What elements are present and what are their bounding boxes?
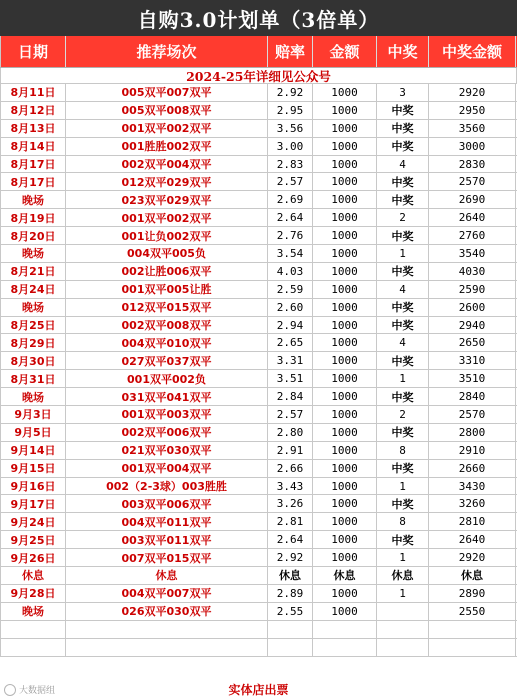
row-odds: 3.54: [268, 245, 313, 262]
row-win-amount: 2830: [429, 156, 516, 173]
row-amount: 1000: [313, 442, 377, 459]
row-odds: 2.80: [268, 424, 313, 441]
table-row: [0, 84, 517, 102]
table-row: [0, 191, 517, 209]
row-amount: 1000: [313, 478, 377, 495]
row-odds: 2.65: [268, 334, 313, 351]
row-date: 8月13日: [0, 120, 66, 137]
page-title: 自购3.0计划单（3倍单）: [0, 0, 517, 36]
header-win: 中奖: [377, 36, 429, 67]
row-win: 2: [377, 406, 429, 423]
row-amount: 1000: [313, 209, 377, 226]
row-win: 中奖: [377, 299, 429, 316]
row-date: 8月17日: [0, 156, 66, 173]
row-win: 中奖: [377, 388, 429, 405]
row-win: [377, 603, 429, 620]
row-win-amount: 2640: [429, 531, 516, 548]
row-amount: 1000: [313, 424, 377, 441]
row-amount: 1000: [313, 603, 377, 620]
row-win: 中奖: [377, 352, 429, 369]
row-match: 004双平010双平: [66, 334, 268, 351]
row-date: 休息: [0, 567, 66, 584]
row-date: 8月12日: [0, 102, 66, 119]
row-date: 晚场: [0, 191, 66, 208]
row-odds: 2.66: [268, 460, 313, 477]
table-row: [0, 173, 517, 191]
row-date: 9月16日: [0, 478, 66, 495]
row-win: 中奖: [377, 531, 429, 548]
header-win-amount: 中奖金额: [429, 36, 516, 67]
row-match: 003双平006双平: [66, 495, 268, 512]
row-odds: 2.83: [268, 156, 313, 173]
table-row: [0, 227, 517, 245]
table-row: [0, 567, 517, 585]
row-match: 012双平015双平: [66, 299, 268, 316]
row-amount: 1000: [313, 299, 377, 316]
row-win-amount: 2800: [429, 424, 516, 441]
row-win: 1: [377, 549, 429, 566]
row-win-amount: 2600: [429, 299, 516, 316]
row-date: 8月30日: [0, 352, 66, 369]
row-date: 晚场: [0, 603, 66, 620]
row-win-amount: 3430: [429, 478, 516, 495]
row-date: 9月14日: [0, 442, 66, 459]
table-row: [0, 120, 517, 138]
row-win: 中奖: [377, 317, 429, 334]
row-win: 3: [377, 84, 429, 101]
footer-note: 实体店出票: [228, 683, 289, 697]
row-date: 8月31日: [0, 370, 66, 387]
row-match: 004双平007双平: [66, 585, 268, 602]
row-win-amount: 2570: [429, 406, 516, 423]
row-win-amount: 2890: [429, 585, 516, 602]
row-win: 8: [377, 442, 429, 459]
row-odds: 2.64: [268, 209, 313, 226]
table-body: [0, 84, 517, 621]
table-row: [0, 370, 517, 388]
row-win-amount: 4030: [429, 263, 516, 280]
row-odds: 2.57: [268, 173, 313, 190]
row-date: 9月28日: [0, 585, 66, 602]
row-win-amount: 2550: [429, 603, 516, 620]
row-match: 002（2-3球）003胜胜: [66, 478, 268, 495]
row-match: 021双平030双平: [66, 442, 268, 459]
row-win-amount: 3000: [429, 138, 516, 155]
row-odds: 3.51: [268, 370, 313, 387]
row-match: 003双平011双平: [66, 531, 268, 548]
row-date: 9月15日: [0, 460, 66, 477]
row-amount: 1000: [313, 531, 377, 548]
row-win: 4: [377, 334, 429, 351]
row-win: 8: [377, 513, 429, 530]
row-match: 001双平002双平: [66, 209, 268, 226]
row-win: 2: [377, 209, 429, 226]
row-odds: 2.91: [268, 442, 313, 459]
row-win: 中奖: [377, 138, 429, 155]
row-date: 9月25日: [0, 531, 66, 548]
row-match: 001双平002双平: [66, 120, 268, 137]
row-amount: 休息: [313, 567, 377, 584]
plan-table: [0, 36, 517, 657]
row-win-amount: 2940: [429, 317, 516, 334]
row-odds: 4.03: [268, 263, 313, 280]
row-amount: 1000: [313, 173, 377, 190]
table-row: [0, 513, 517, 531]
table-row: [0, 281, 517, 299]
empty-row: [0, 639, 517, 657]
table-row: [0, 603, 517, 621]
row-match: 026双平030双平: [66, 603, 268, 620]
row-date: 8月19日: [0, 209, 66, 226]
row-amount: 1000: [313, 138, 377, 155]
row-amount: 1000: [313, 317, 377, 334]
table-subheader-row: [0, 68, 517, 84]
table-row: [0, 352, 517, 370]
row-match: 001双平002负: [66, 370, 268, 387]
row-amount: 1000: [313, 84, 377, 101]
row-win-amount: 2760: [429, 227, 516, 244]
row-win: 4: [377, 281, 429, 298]
row-win-amount: 2920: [429, 549, 516, 566]
row-date: 晚场: [0, 245, 66, 262]
row-win: 中奖: [377, 120, 429, 137]
table-row: [0, 209, 517, 227]
row-amount: 1000: [313, 156, 377, 173]
table-row: [0, 317, 517, 335]
row-odds: 2.92: [268, 84, 313, 101]
row-date: 9月3日: [0, 406, 66, 423]
table-row: [0, 531, 517, 549]
row-amount: 1000: [313, 388, 377, 405]
row-odds: 2.64: [268, 531, 313, 548]
row-match: 002双平006双平: [66, 424, 268, 441]
row-win-amount: 2640: [429, 209, 516, 226]
row-win-amount: 2840: [429, 388, 516, 405]
row-win-amount: 2690: [429, 191, 516, 208]
table-row: [0, 442, 517, 460]
row-amount: 1000: [313, 406, 377, 423]
row-win-amount: 3510: [429, 370, 516, 387]
row-win: 休息: [377, 567, 429, 584]
row-match: 002让胜006双平: [66, 263, 268, 280]
table-row: [0, 495, 517, 513]
row-match: 005双平008双平: [66, 102, 268, 119]
row-win: 中奖: [377, 102, 429, 119]
row-odds: 2.84: [268, 388, 313, 405]
row-win: 中奖: [377, 460, 429, 477]
row-amount: 1000: [313, 245, 377, 262]
row-odds: 2.94: [268, 317, 313, 334]
row-match: 004双平005负: [66, 245, 268, 262]
row-win-amount: 2570: [429, 173, 516, 190]
subheader-note: 2024-25年详细见公众号: [0, 68, 517, 83]
row-odds: 2.59: [268, 281, 313, 298]
row-date: 9月26日: [0, 549, 66, 566]
row-amount: 1000: [313, 370, 377, 387]
table-row: [0, 549, 517, 567]
row-odds: 2.69: [268, 191, 313, 208]
row-win: 中奖: [377, 191, 429, 208]
row-amount: 1000: [313, 460, 377, 477]
table-row: [0, 406, 517, 424]
row-date: 晚场: [0, 388, 66, 405]
table-row: [0, 299, 517, 317]
row-win-amount: 2910: [429, 442, 516, 459]
row-odds: 休息: [268, 567, 313, 584]
row-amount: 1000: [313, 102, 377, 119]
header-date: 日期: [0, 36, 66, 67]
row-odds: 2.57: [268, 406, 313, 423]
row-match: 007双平015双平: [66, 549, 268, 566]
row-match: 031双平041双平: [66, 388, 268, 405]
row-amount: 1000: [313, 513, 377, 530]
row-amount: 1000: [313, 495, 377, 512]
header-amount: 金额: [313, 36, 377, 67]
row-win-amount: 2950: [429, 102, 516, 119]
row-match: 027双平037双平: [66, 352, 268, 369]
row-match: 休息: [66, 567, 268, 584]
watermark-text: 大数据组: [19, 686, 56, 696]
row-win-amount: 3260: [429, 495, 516, 512]
table-row: [0, 478, 517, 496]
table-row: [0, 263, 517, 281]
row-date: 9月17日: [0, 495, 66, 512]
row-win-amount: 3310: [429, 352, 516, 369]
row-amount: 1000: [313, 191, 377, 208]
row-odds: 2.92: [268, 549, 313, 566]
row-win-amount: 2650: [429, 334, 516, 351]
row-date: 晚场: [0, 299, 66, 316]
row-date: 9月5日: [0, 424, 66, 441]
table-row: [0, 424, 517, 442]
row-match: 004双平011双平: [66, 513, 268, 530]
row-odds: 2.60: [268, 299, 313, 316]
header-match: 推荐场次: [66, 36, 268, 67]
row-win: 中奖: [377, 263, 429, 280]
row-match: 002双平008双平: [66, 317, 268, 334]
row-odds: 2.81: [268, 513, 313, 530]
table-row: [0, 138, 517, 156]
row-win-amount: 3560: [429, 120, 516, 137]
row-amount: 1000: [313, 120, 377, 137]
row-match: 001双平004双平: [66, 460, 268, 477]
row-amount: 1000: [313, 263, 377, 280]
row-win: 中奖: [377, 495, 429, 512]
row-win: 1: [377, 585, 429, 602]
row-amount: 1000: [313, 227, 377, 244]
row-win-amount: 2810: [429, 513, 516, 530]
table-row: [0, 156, 517, 174]
row-amount: 1000: [313, 334, 377, 351]
row-win: 4: [377, 156, 429, 173]
row-date: 8月14日: [0, 138, 66, 155]
row-date: 8月25日: [0, 317, 66, 334]
table-header-row: [0, 36, 517, 68]
row-win: 中奖: [377, 424, 429, 441]
row-match: 002双平004双平: [66, 156, 268, 173]
row-win: 1: [377, 245, 429, 262]
row-match: 001双平003双平: [66, 406, 268, 423]
row-match: 023双平029双平: [66, 191, 268, 208]
row-win: 1: [377, 370, 429, 387]
row-odds: 3.00: [268, 138, 313, 155]
row-date: 8月11日: [0, 84, 66, 101]
row-amount: 1000: [313, 585, 377, 602]
table-row: [0, 585, 517, 603]
row-odds: 3.43: [268, 478, 313, 495]
row-odds: 3.56: [268, 120, 313, 137]
table-row: [0, 334, 517, 352]
table-row: [0, 460, 517, 478]
row-odds: 2.55: [268, 603, 313, 620]
row-date: 8月29日: [0, 334, 66, 351]
row-odds: 3.31: [268, 352, 313, 369]
row-amount: 1000: [313, 549, 377, 566]
row-match: 001让负002双平: [66, 227, 268, 244]
row-date: 8月20日: [0, 227, 66, 244]
empty-row: [0, 621, 517, 639]
row-odds: 2.89: [268, 585, 313, 602]
row-win: 1: [377, 478, 429, 495]
table-row: [0, 102, 517, 120]
row-match: 001双平005让胜: [66, 281, 268, 298]
row-match: 005双平007双平: [66, 84, 268, 101]
table-row: [0, 245, 517, 263]
row-win-amount: 2660: [429, 460, 516, 477]
row-match: 012双平029双平: [66, 173, 268, 190]
row-match: 001胜胜002双平: [66, 138, 268, 155]
row-date: 8月21日: [0, 263, 66, 280]
row-date: 9月24日: [0, 513, 66, 530]
row-win-amount: 3540: [429, 245, 516, 262]
row-date: 8月24日: [0, 281, 66, 298]
header-odds: 赔率: [268, 36, 313, 67]
row-odds: 3.26: [268, 495, 313, 512]
row-odds: 2.95: [268, 102, 313, 119]
row-win-amount: 2590: [429, 281, 516, 298]
row-amount: 1000: [313, 352, 377, 369]
row-odds: 2.76: [268, 227, 313, 244]
row-win-amount: 2920: [429, 84, 516, 101]
table-row: [0, 388, 517, 406]
row-win: 中奖: [377, 173, 429, 190]
row-amount: 1000: [313, 281, 377, 298]
row-win: 中奖: [377, 227, 429, 244]
row-win-amount: 休息: [429, 567, 516, 584]
row-date: 8月17日: [0, 173, 66, 190]
